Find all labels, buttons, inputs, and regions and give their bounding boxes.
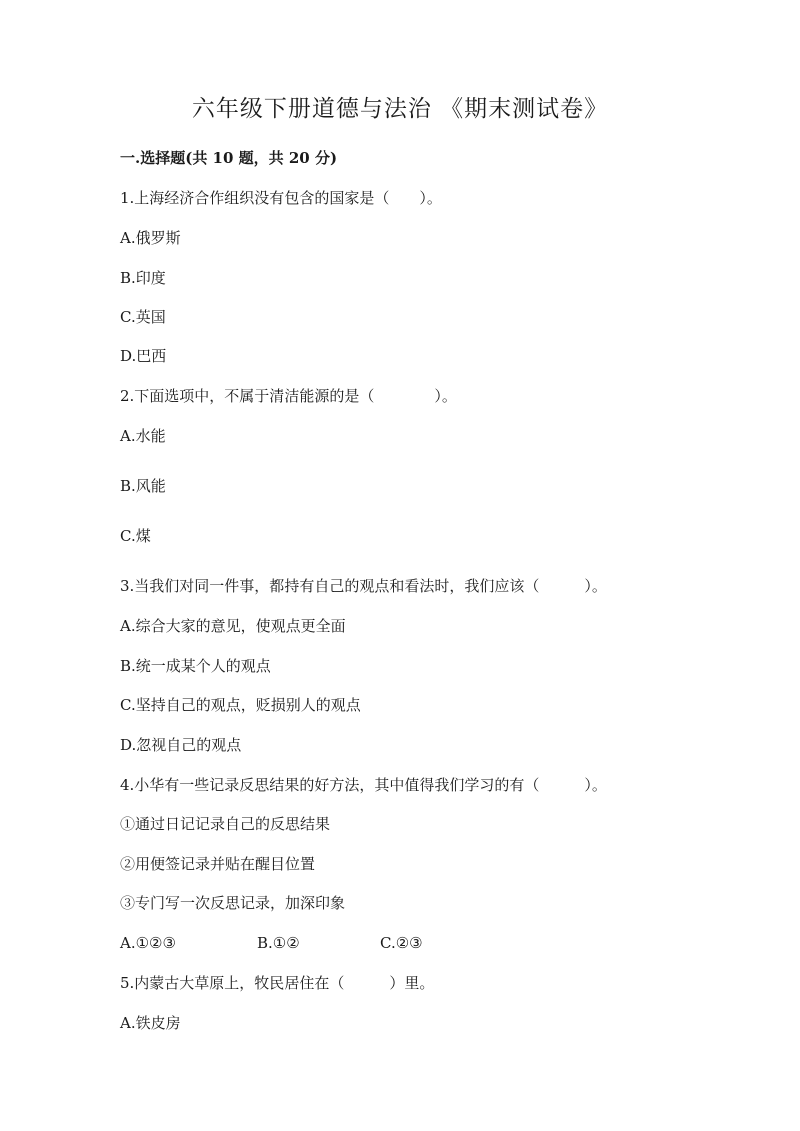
question-2-option-c[interactable]: C.煤 [120, 527, 151, 545]
section-heading: 一.选择题(共 10 题，共 20 分) [120, 149, 338, 167]
question-5-stem: 5.内蒙古大草原上，牧民居住在（ ）里。 [120, 974, 435, 992]
page-title: 六年级下册道德与法治 《期末测试卷》 [191, 96, 609, 122]
question-4-statement-1: ①通过日记记录自己的反思结果 [120, 815, 331, 833]
question-3-stem: 3.当我们对同一件事，都持有自己的观点和看法时，我们应该（ ）。 [120, 577, 607, 595]
question-3-option-d[interactable]: D.忽视自己的观点 [120, 736, 242, 754]
question-4-statement-3: ③专门写一次反思记录，加深印象 [120, 894, 346, 912]
question-1-option-d[interactable]: D.巴西 [120, 347, 167, 365]
question-3-option-c[interactable]: C.坚持自己的观点，贬损别人的观点 [120, 696, 361, 714]
question-4-statement-2: ②用便签记录并贴在醒目位置 [120, 855, 316, 873]
question-3-option-a[interactable]: A.综合大家的意见，使观点更全面 [120, 617, 346, 635]
question-2-option-b[interactable]: B.风能 [120, 477, 166, 495]
question-1-option-b[interactable]: B.印度 [120, 269, 166, 287]
question-4-option-c[interactable]: C.②③ [380, 934, 423, 952]
question-5-option-a[interactable]: A.铁皮房 [120, 1014, 181, 1032]
question-4-stem: 4.小华有一些记录反思结果的好方法，其中值得我们学习的有（ ）。 [120, 776, 607, 794]
question-1-option-a[interactable]: A.俄罗斯 [120, 229, 181, 247]
question-4-option-a[interactable]: A.①②③ [120, 934, 176, 952]
question-1-option-c[interactable]: C.英国 [120, 308, 166, 326]
question-1-stem: 1.上海经济合作组织没有包含的国家是（ ）。 [120, 189, 442, 207]
question-4-option-b[interactable]: B.①② [257, 934, 300, 952]
question-2-option-a[interactable]: A.水能 [120, 427, 166, 445]
question-4-options-row [120, 931, 620, 955]
question-3-option-b[interactable]: B.统一成某个人的观点 [120, 657, 271, 675]
question-2-stem: 2.下面选项中，不属于清洁能源的是（ ）。 [120, 387, 457, 405]
